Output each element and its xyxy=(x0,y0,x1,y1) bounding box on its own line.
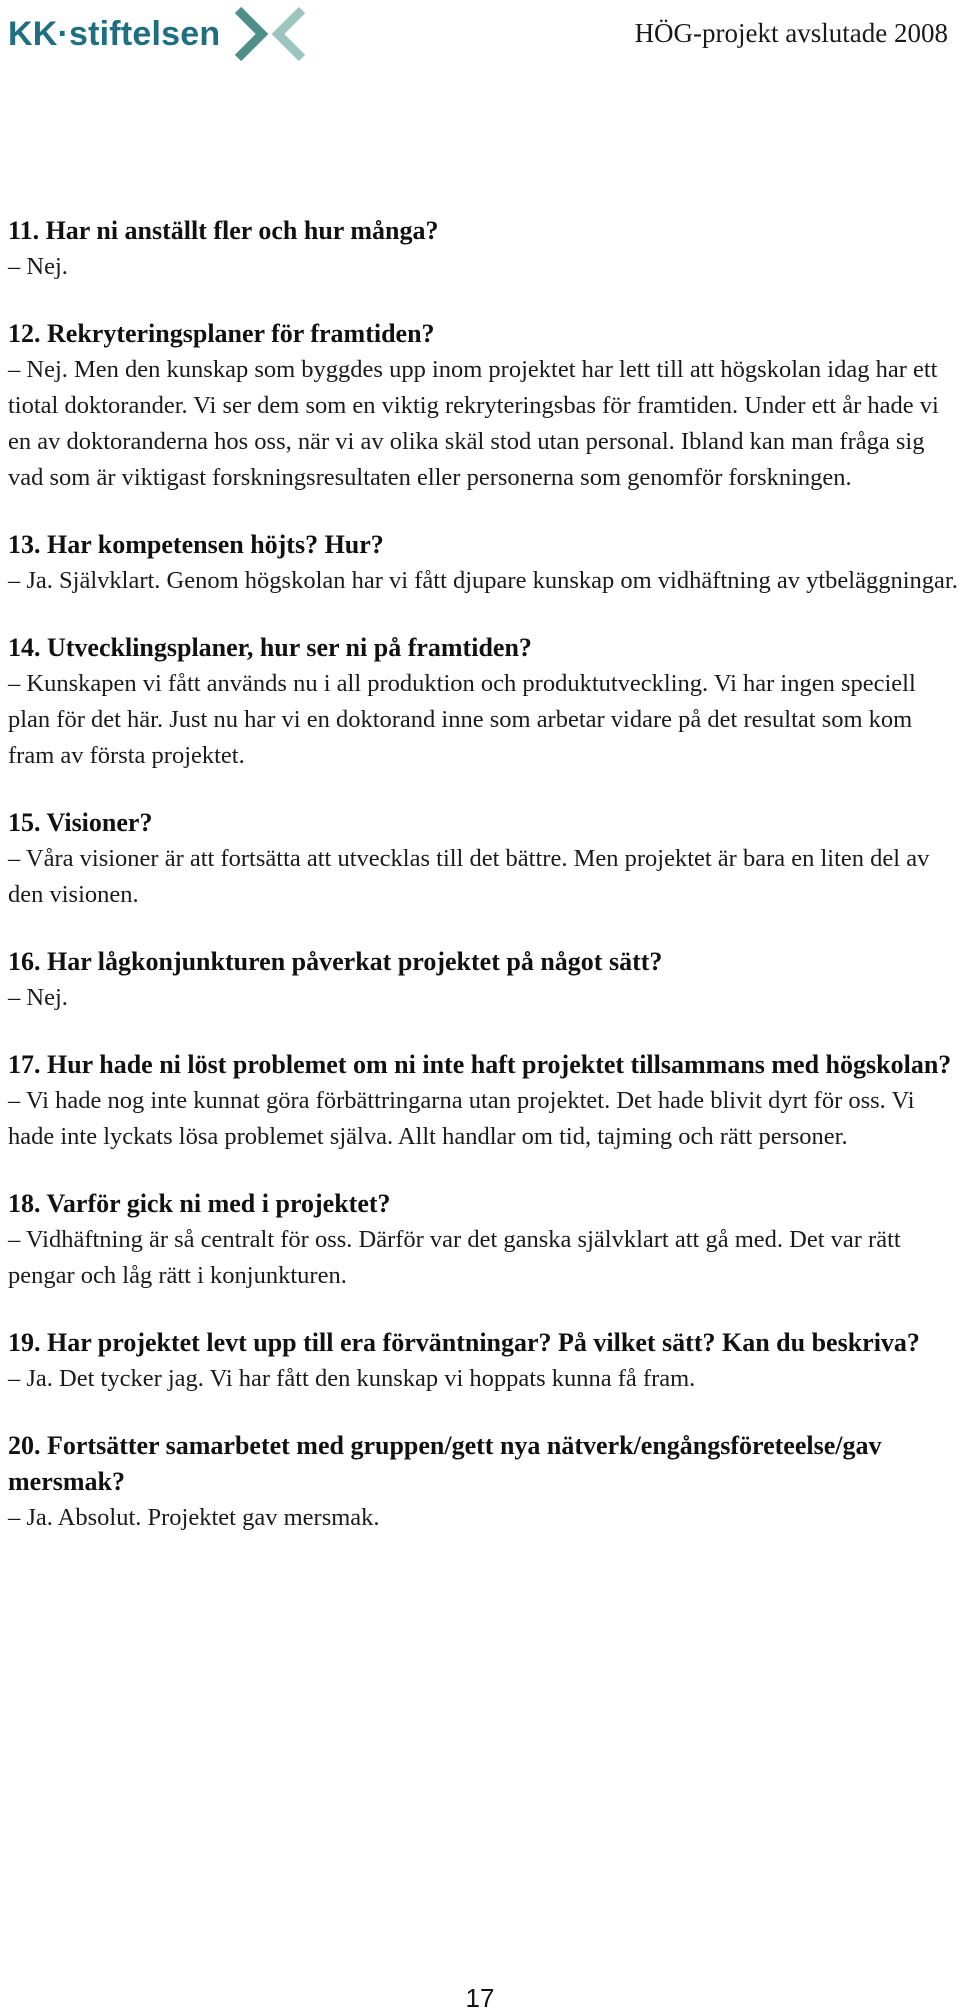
page-number: 17 xyxy=(465,1983,495,2013)
question: 16. Har lågkonjunkturen påverkat projektet på något sätt? xyxy=(8,947,663,976)
qa-item xyxy=(8,805,958,913)
answer: – Våra visioner är att fortsätta att utvecklas till det bättre. Men projektet är bara en liten del av den visionen. xyxy=(8,845,930,908)
question: 13. Har kompetensen höjts? Hur? xyxy=(8,530,384,559)
qa-item xyxy=(8,1325,958,1397)
answer: – Ja. Självklart. Genom högskolan har vi fått djupare kunskap om vidhäftning av ytbeläggningar. xyxy=(8,567,958,594)
question: 11. Har ni anställt fler och hur många? xyxy=(8,216,439,245)
answer: – Vidhäftning är så centralt för oss. Därför var det ganska självklart att gå med. Det var rätt pengar och låg rätt i konjunkturen. xyxy=(8,1226,901,1289)
qa-item xyxy=(8,944,958,1016)
question: 18. Varför gick ni med i projektet? xyxy=(8,1189,391,1218)
question: 15. Visioner? xyxy=(8,808,153,837)
answer: – Kunskapen vi fått används nu i all produktion och produktutveckling. Vi har ingen speciell plan för det här. Just nu har vi en doktorand inne som arbetar vidare på det resultat som kom fram av första projektet. xyxy=(8,670,916,769)
answer: – Vi hade nog inte kunnat göra förbättringarna utan projektet. Det hade blivit dyrt för oss. Vi hade inte lyckats lösa problemet själva. Allt handlar om tid, tajming och rätt personer. xyxy=(8,1087,915,1150)
qa-list xyxy=(8,213,958,1567)
qa-item xyxy=(8,1186,958,1294)
question: 20. Fortsätter samarbetet med gruppen/gett nya nätverk/engångsföreteelse/gav mersmak? xyxy=(8,1431,882,1496)
answer: – Ja. Det tycker jag. Vi har fått den kunskap vi hoppats kunna få fram. xyxy=(8,1365,696,1392)
kk-stiftelsen-logo xyxy=(8,6,310,62)
question: 14. Utvecklingsplaner, hur ser ni på framtiden? xyxy=(8,633,532,662)
qa-item xyxy=(8,527,958,599)
logo-text: KK·stiftelsen xyxy=(8,14,221,53)
qa-item xyxy=(8,213,958,285)
answer: – Nej. xyxy=(8,984,68,1011)
question: 19. Har projektet levt upp till era förväntningar? På vilket sätt? Kan du beskriva? xyxy=(8,1328,920,1357)
answer: – Ja. Absolut. Projektet gav mersmak. xyxy=(8,1504,380,1531)
qa-item xyxy=(8,316,958,496)
question: 17. Hur hade ni löst problemet om ni inte haft projektet tillsammans med högskolan? xyxy=(8,1050,952,1079)
page-header xyxy=(0,0,960,70)
qa-item xyxy=(8,630,958,774)
qa-item xyxy=(8,1047,958,1155)
qa-item xyxy=(8,1428,958,1536)
question: 12. Rekryteringsplaner för framtiden? xyxy=(8,319,435,348)
answer: – Nej. Men den kunskap som byggdes upp inom projektet har lett till att högskolan idag har ett tiotal doktorander. Vi ser dem som en viktig rekryteringsbas för framtiden. Under ett år hade vi en av doktoranderna hos oss, när vi av olika skäl stod utan personal. Ibland kan man fråga sig vad som är viktigast forskningsresultaten eller personerna som genomför forskningen. xyxy=(8,356,939,491)
answer: – Nej. xyxy=(8,253,68,280)
logo-chevron-icon xyxy=(232,6,310,62)
document-title: HÖG-projekt avslutade 2008 xyxy=(634,18,948,48)
